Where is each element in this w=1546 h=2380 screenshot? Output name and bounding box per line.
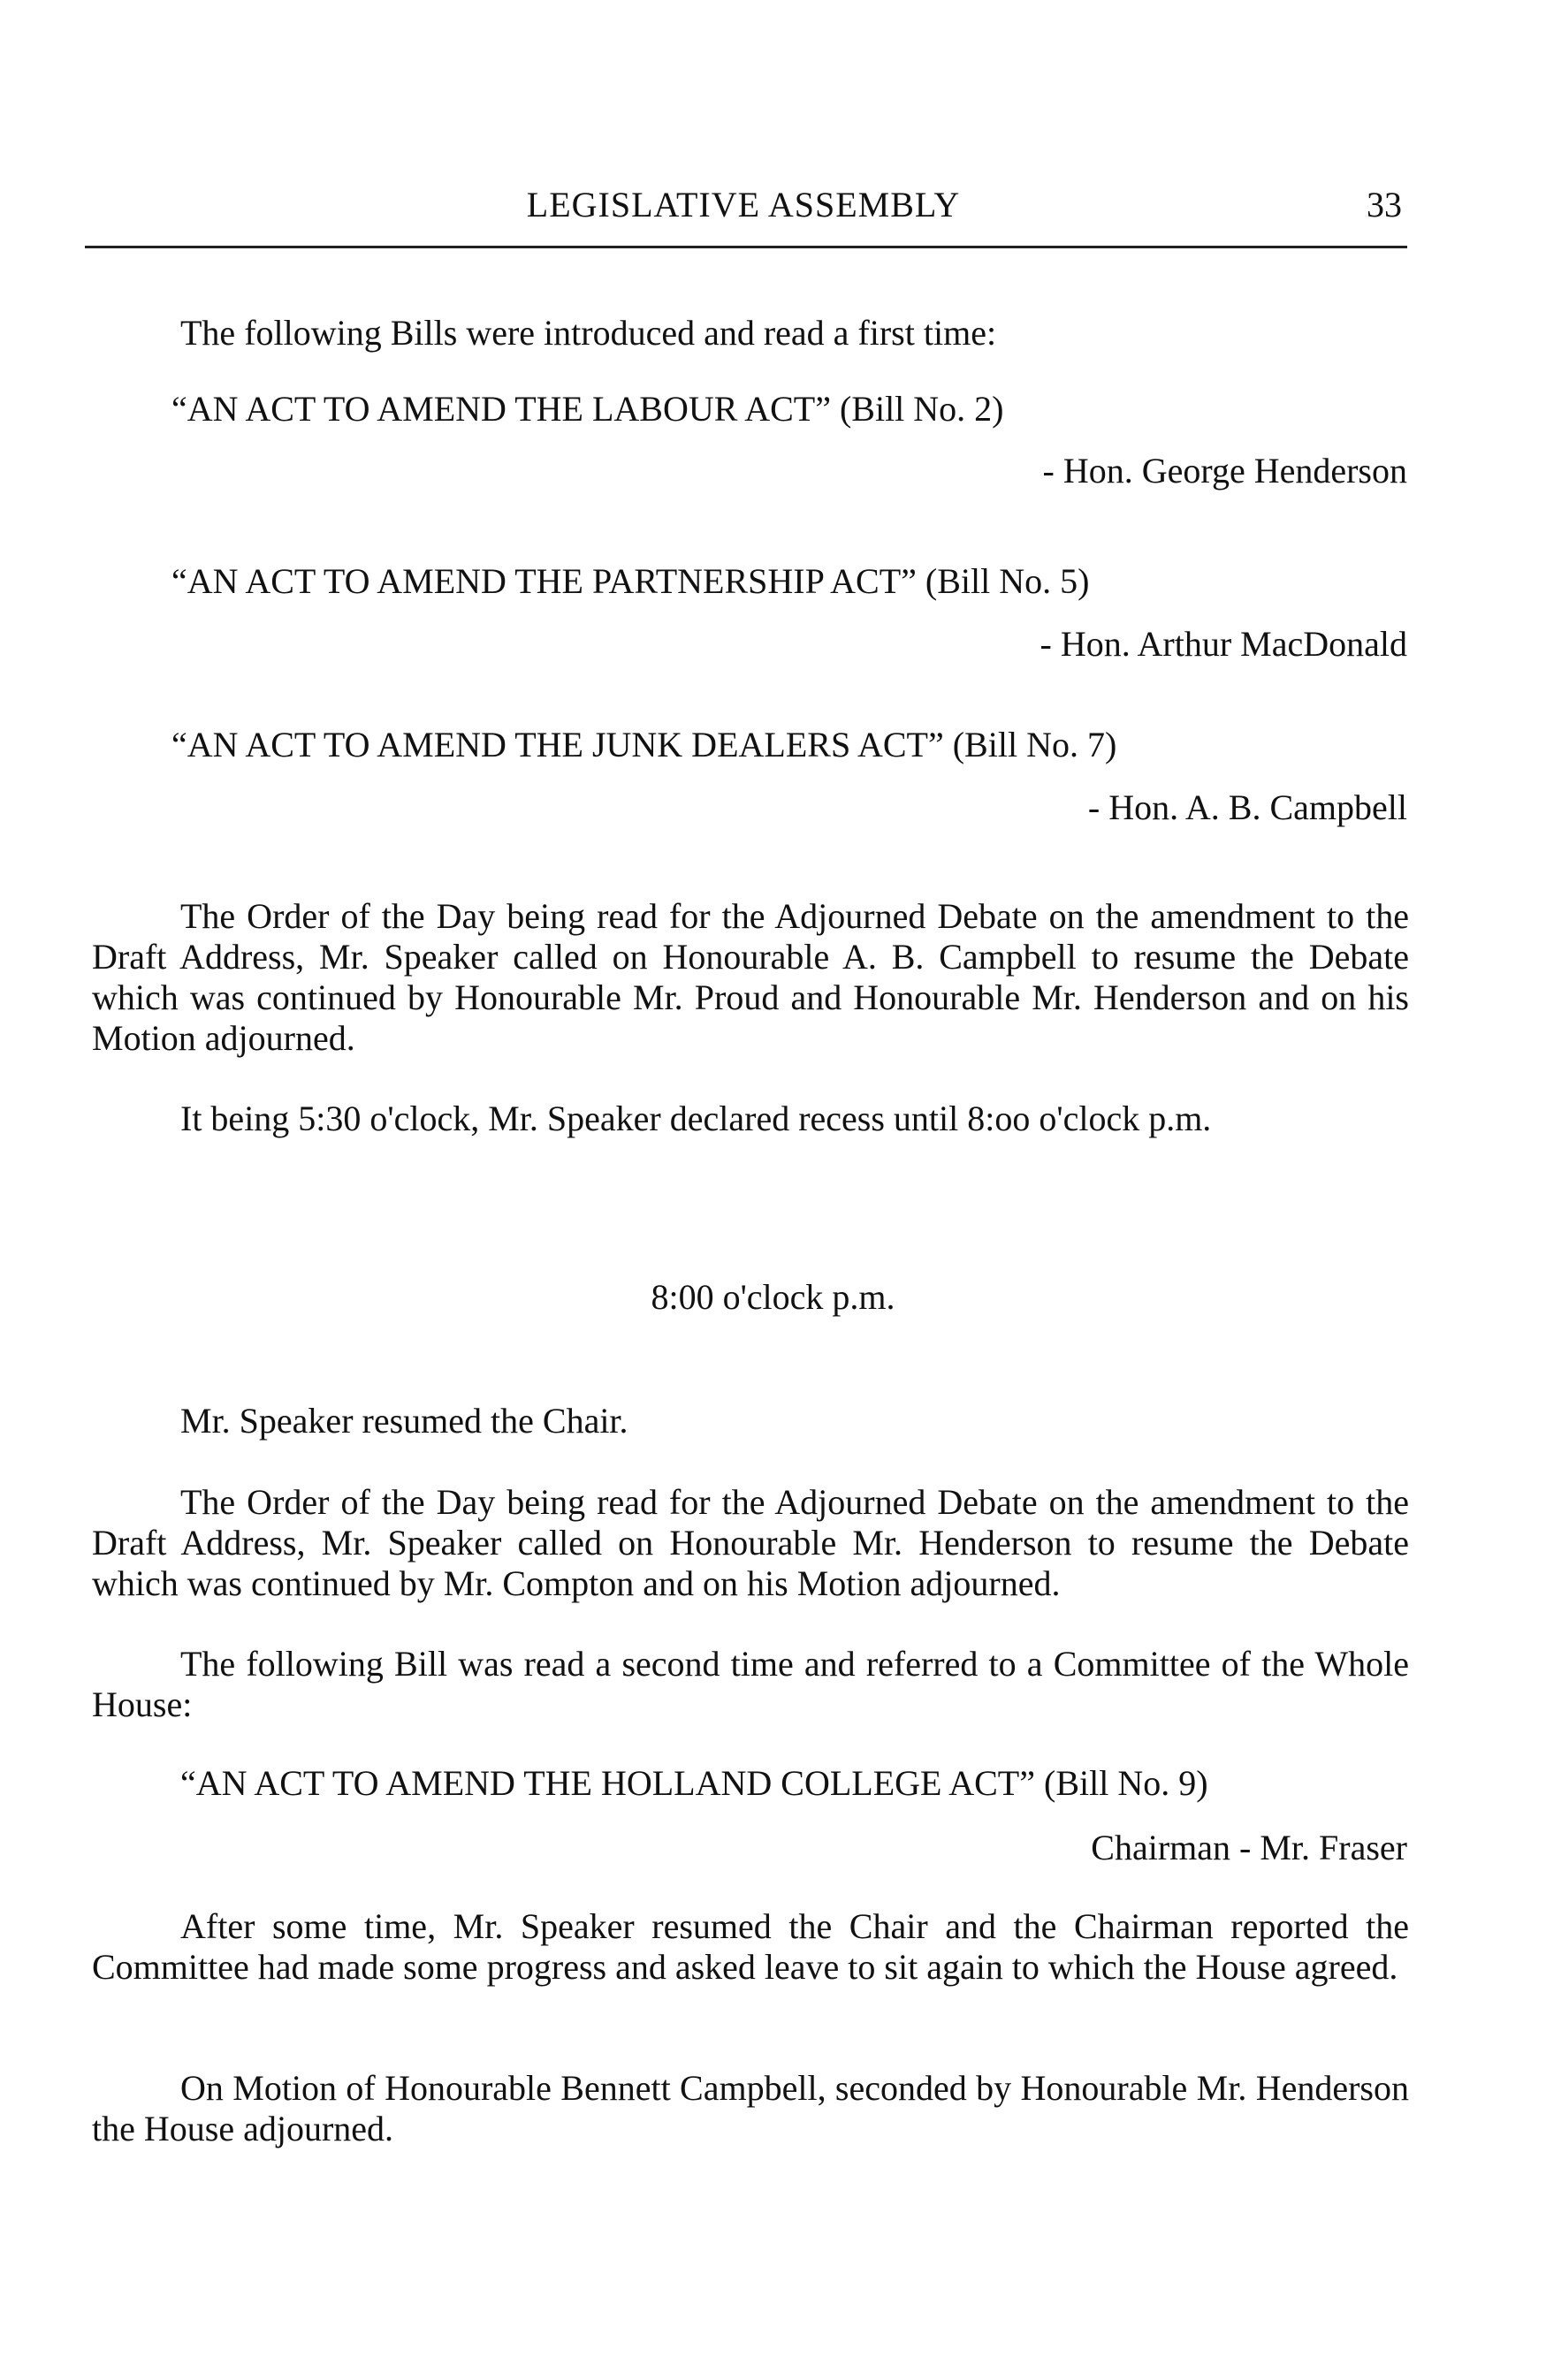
bill-title-3: “AN ACT TO AMEND THE JUNK DEALERS ACT” (Bill No. 7) (171, 725, 1117, 764)
paragraph-recess: It being 5:30 o'clock, Mr. Speaker declared recess until 8:oo o'clock p.m. (180, 1099, 1212, 1138)
page-header-title: LEGISLATIVE ASSEMBLY (526, 185, 961, 224)
bill-sponsor-3: - Hon. A. B. Campbell (1087, 787, 1407, 827)
bill-sponsor-2: - Hon. Arthur MacDonald (1040, 624, 1407, 664)
page-number: 33 (1367, 185, 1402, 224)
bill-title-1: “AN ACT TO AMEND THE LABOUR ACT” (Bill No. 2) (171, 389, 1004, 429)
evening-time-heading: 8:00 o'clock p.m. (651, 1277, 895, 1317)
committee-chairman: Chairman - Mr. Fraser (1091, 1828, 1407, 1867)
paragraph-debate-1: The Order of the Day being read for the Adjourned Debate on the amendment to the Draft Address, Mr. Speaker called on Honourable A. B. Campbell to resume the Debate which was continued by Honourable Mr. Proud and Honourable Mr. Henderson and on his Motion adjourned. (92, 896, 1409, 1058)
paragraph-second-reading: The following Bill was read a second time and referred to a Committee of the Whole House: (92, 1644, 1409, 1724)
paragraph-adjourn: On Motion of Honourable Bennett Campbell, seconded by Honourable Mr. Henderson the House adjourned. (92, 2068, 1409, 2148)
header-rule (85, 246, 1407, 248)
paragraph-speaker-resumed: Mr. Speaker resumed the Chair. (180, 1401, 628, 1441)
bill-sponsor-1: - Hon. George Henderson (1042, 451, 1407, 490)
bill-title-2: “AN ACT TO AMEND THE PARTNERSHIP ACT” (Bill No. 5) (171, 561, 1090, 601)
paragraph-committee-report: After some time, Mr. Speaker resumed the Chair and the Chairman reported the Committee had made some progress and asked leave to sit again to which the House agreed. (92, 1906, 1409, 1987)
intro-text: The following Bills were introduced and read a first time: (180, 313, 997, 353)
page-header (85, 184, 1402, 237)
committee-bill-title: “AN ACT TO AMEND THE HOLLAND COLLEGE ACT” (Bill No. 9) (180, 1763, 1208, 1803)
paragraph-debate-2: The Order of the Day being read for the Adjourned Debate on the amendment to the Draft Address, Mr. Speaker called on Honourable Mr. Henderson to resume the Debate which was continued by Mr. Compton and on his Motion adjourned. (92, 1482, 1409, 1603)
